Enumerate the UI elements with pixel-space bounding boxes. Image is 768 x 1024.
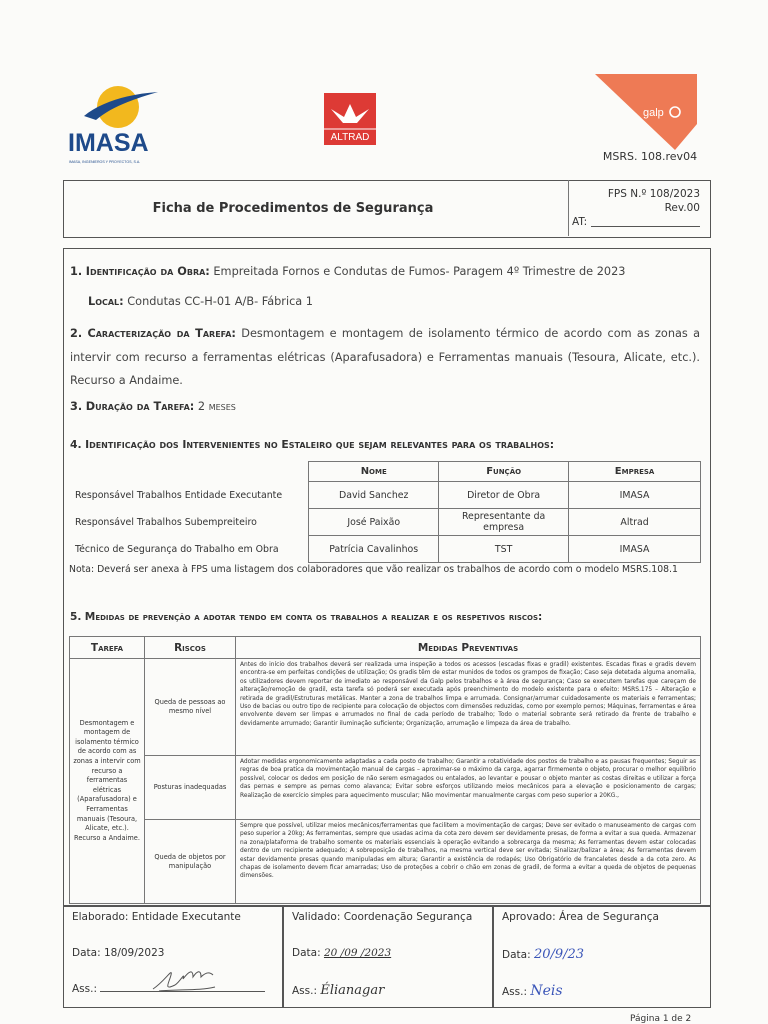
at-label: AT: [572, 216, 588, 228]
risk-label: Posturas inadequadas [145, 756, 236, 820]
table-row [70, 756, 701, 820]
table-header-row [69, 462, 701, 482]
signature-ass-row [292, 983, 384, 998]
date-label: Data: [502, 949, 531, 961]
section-1-value: Empreitada Fornos e Condutas de Fumos- Paragem 4º Trimestre de 2023 [213, 265, 626, 278]
measures-text: Adotar medidas ergonomicamente adaptadas a cada posto de trabalho; Garantir a rotatividade dos postos de trabalho e as pausas frequentes; Seguir as regras de boa pratica da movimentação manual de cargas – aproximar-se o máximo da carga, agarrar firmemente o objeto, procurar o melhor equilíbrio possível, colocar os dedos em posição de não serem esmagados ou entalados, ao levantar e pousar o objeto manter as costas direitas e utilizar a força das pernas e sempre as pernas como alavanca; Evitar sobre esforços utilizando meios mecânicos para a elevação e posicionamento de cargas; Realização de exercício simples para aquecimento muscular; Não movimentar manualmente cargas com peso superior a 20KG., [236, 756, 701, 820]
measures-header-row [70, 637, 701, 659]
measures-table [69, 636, 701, 904]
intervenientes-table [69, 461, 701, 563]
header-empresa: Empresa [569, 462, 701, 482]
section-5 [70, 611, 710, 623]
row-role: Técnico de Segurança do Trabalho em Obra [75, 543, 279, 555]
signature-ass-row [502, 983, 563, 999]
section-3-label: Duração da Tarefa: [85, 400, 195, 413]
signature-date: 20/9/23 [533, 947, 585, 962]
table-row [69, 536, 701, 563]
row-role: Responsável Trabalhos Entidade Executante [75, 489, 283, 501]
signature-label: Validado: Coordenação Segurança [292, 911, 473, 923]
date-label: Data: [72, 947, 101, 959]
measures-text: Sempre que possível, utilizar meios mecânicos/ferramentas que facilitem a movimentação de cargas; Deve ser evitado o manuseamento de cargas com peso superior a 20kg; As ferramentas, sempre que usadas acima da cota zero devem ser devidamente presas, de forma a evitar a sua queda. Armazenar na zona/plataforma de trabalho somente os materiais essenciais à operação evitando a sobrecarga da mesma; As ferramentas devem estar colocadas dentro de um recipiente adequado; A sobreposição de trabalhos, na mesma vertical deve ser evitada; Sinalizar/balizar a área; As ferramentas devem estar devidamente presas quando manipuladas em altura; Garantir a existência de rodapés; Uso Obrigatório de francaletes desde a da cota zero. As chapas de isolamento devem ficar amarradas; Uso de proteções a cobrir o chão em zonas de gradil, de forma a evitar a queda de objetos de pequenas dimensões. [236, 820, 701, 904]
signature-date-row [502, 947, 584, 962]
task-description: Desmontagem e montagem de isolamento térmico de acordo com as zonas a intervir com recurso a ferramentas elétricas (Aparafusadora) e Ferramentas manuais (Tesoura, Alicate, etc.). Recurso a Andaime. [70, 659, 145, 904]
imasa-logo [66, 80, 162, 172]
header-funcao: Função [439, 462, 569, 482]
signature-box-elaborado [63, 906, 283, 1008]
row-company: Altrad [569, 509, 701, 536]
signature-date: 20 /09 /2023 [323, 947, 392, 959]
row-function: TST [439, 536, 569, 563]
date-label: Data: [292, 947, 321, 959]
row-role: Responsável Trabalhos Subempreiteiro [75, 516, 257, 528]
section-2-number: 2. [70, 327, 83, 340]
handwritten-signature [149, 961, 219, 997]
section-1 [70, 265, 700, 278]
header-nome: Nome [309, 462, 439, 482]
table-row [70, 659, 701, 756]
galp-logo [595, 74, 697, 150]
risk-label: Queda de objetos por manipulação [145, 820, 236, 904]
local-row [88, 295, 688, 308]
signature-label: Aprovado: Área de Segurança [502, 911, 659, 923]
section-2-value: Desmontagem e montagem de isolamento térmico de acordo com as zonas a intervir com recurso a ferramentas elétricas (Aparafusadora) e Ferramentas manuais (Tesoura, Alicate, etc.). Recurso a Andaime. [70, 327, 701, 387]
section-4-label: Identificação dos Intervenientes no Estaleiro que sejam relevantes para os trabalhos: [85, 438, 555, 451]
risk-label: Queda de pessoas ao mesmo nível [145, 659, 236, 756]
handwritten-signature: Élianagar [320, 983, 385, 998]
ass-label: Ass.: [502, 986, 527, 998]
local-value: Condutas CC-H-01 A/B- Fábrica 1 [127, 295, 313, 308]
local-label: Local: [88, 295, 124, 308]
section-4-number: 4. [70, 438, 82, 451]
row-function: Representante da empresa [439, 509, 569, 536]
ass-label: Ass.: [292, 985, 317, 997]
row-company: IMASA [569, 536, 701, 563]
row-company: IMASA [569, 482, 701, 509]
measures-text: Antes do início dos trabalhos deverá ser realizada uma inspeção a todos os acessos (escadas fixas e gradil) existentes. Escadas fixas e gradis devem encontra-se em perfeitas condições de utilização; Os gradis têm de estar munidos de todos os grampos de fixação; Caso seja detetada alguma anomalia, os utilizadores devem reportar de imediato ao responsável da Galp pelos trabalhos e à área de segurança; Caso se executem tarefas que careçam de alteração/remoção de gradil, esta tarefa só poderá ser executada após preenchimento do modelo existente para o efeito: MSRS.175 – Alteração e retirada de gradil/Estruturas metálicas. Manter a zona de trabalhos limpa e arrumada. Consignar/arrumar cuidadosamente os materiais e ferramentas; Uso de bacias ou outro tipo de recipiente para colocação de objectos com dimensões reduzidas, como por exemplo pernos; Máquinas, ferramentas e área envolvente devem ser limpas e arrumados no final de cada período de trabalho; Todo o material sobrante será retirado da frente de trabalho e devidamente arrumado; Garantir iluminação suficiente; Organização, arrumação e limpeza da área de trabalho. [236, 659, 701, 756]
section-3-number: 3. [70, 400, 83, 413]
section-1-number: 1. [70, 265, 83, 278]
altrad-logo-text: ALTRAD [330, 132, 370, 143]
signature-date-row [292, 947, 391, 959]
signature-date-row [72, 947, 164, 959]
table-row [70, 820, 701, 904]
galp-logo-text: galp [643, 107, 664, 119]
fps-revision: Rev.00 [664, 202, 700, 214]
table-row [69, 509, 701, 536]
header-riscos: Riscos [145, 637, 236, 659]
row-function: Diretor de Obra [439, 482, 569, 509]
header-tarefa: Tarefa [70, 637, 145, 659]
section-4-note: Nota: Deverá ser anexa à FPS uma listagem dos colaboradores que vão realizar os trabalhos de acordo com o modelo MSRS.108.1 [69, 564, 678, 575]
header-medidas: Medidas Preventivas [236, 637, 701, 659]
section-5-label: Medidas de prevenção a adotar tendo em conta os trabalhos a realizar e os respetivos riscos: [84, 611, 543, 623]
ass-label: Ass.: [72, 983, 97, 995]
handwritten-signature: Neis [530, 983, 563, 999]
signature-date: 18/09/2023 [103, 947, 165, 959]
document-reference: MSRS. 108.rev04 [602, 150, 698, 163]
row-name: José Paixão [309, 509, 439, 536]
section-4 [70, 438, 710, 451]
title-divider [568, 180, 569, 236]
page-number: Página 1 de 2 [630, 1014, 692, 1024]
imasa-logo-text: IMASA [68, 129, 149, 157]
signature-label: Elaborado: Entidade Executante [72, 911, 241, 923]
section-1-label: Identificação da Obra: [85, 265, 210, 278]
signature-box-aprovado [493, 906, 711, 1008]
section-2-label: Caracterização da Tarefa: [87, 327, 236, 340]
altrad-logo [324, 93, 376, 145]
section-3 [70, 400, 700, 413]
fps-info [572, 187, 700, 229]
row-name: Patrícia Cavalinhos [309, 536, 439, 563]
row-name: David Sanchez [309, 482, 439, 509]
at-field [572, 215, 700, 229]
fps-number: FPS N.º 108/2023 [607, 188, 700, 200]
document-title: Ficha de Procedimentos de Segurança [152, 200, 434, 216]
section-5-number: 5. [70, 611, 82, 623]
section-2 [70, 322, 700, 393]
table-row [69, 482, 701, 509]
section-3-value: 2 meses [197, 400, 236, 413]
signature-box-validado [283, 906, 493, 1008]
imasa-tagline: IMASA, INGENIEROS Y PROYECTOS, S.A. [69, 160, 141, 164]
